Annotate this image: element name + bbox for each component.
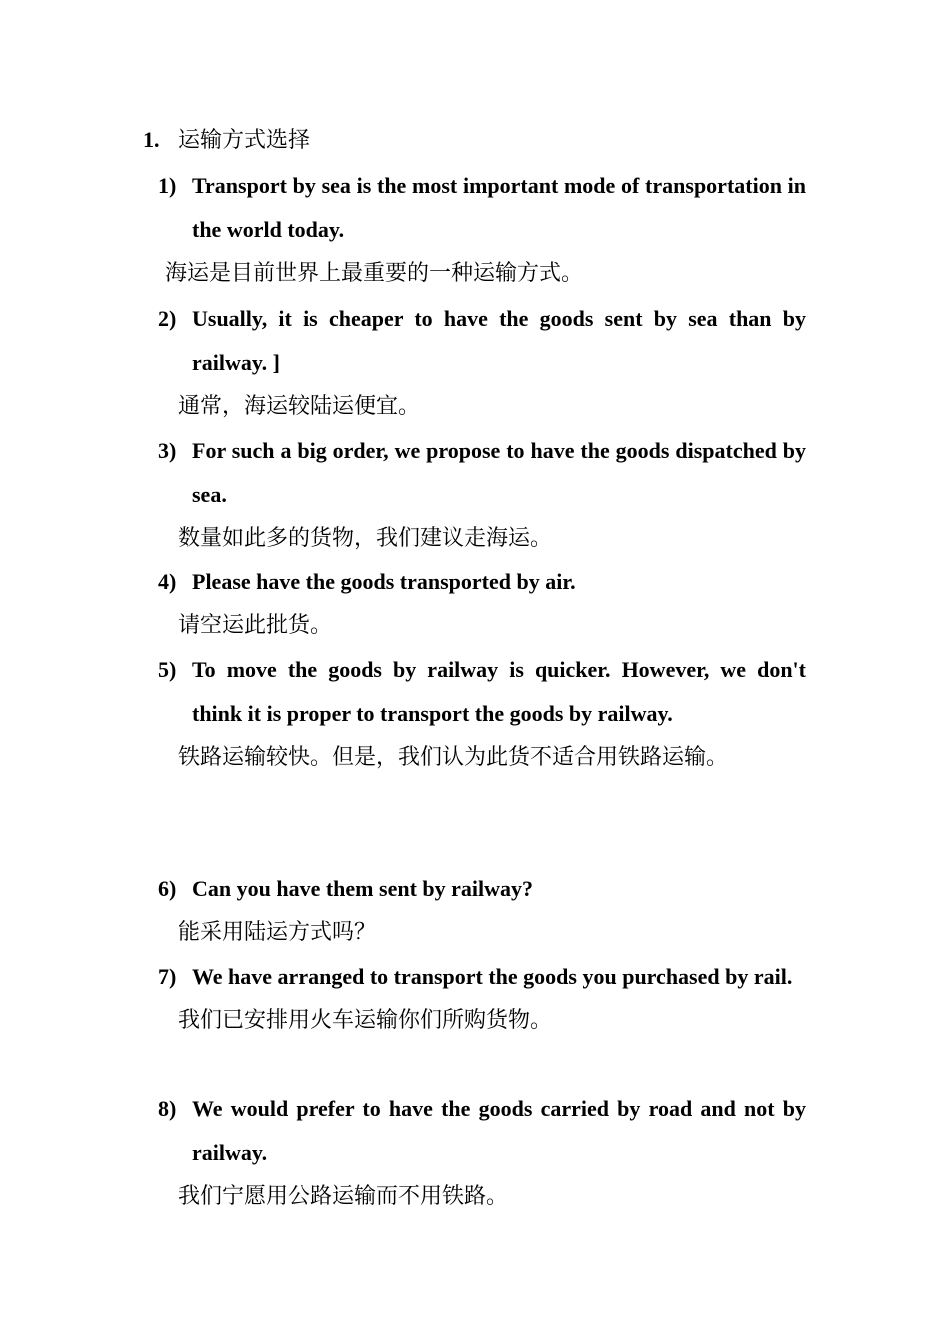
chinese-translation: 通常，海运较陆运便宜。 bbox=[178, 394, 421, 419]
section-number: 1. bbox=[143, 127, 160, 152]
english-text: For such a big order, we propose to have the goods dispatched by sea. bbox=[192, 438, 806, 507]
chinese-translation: 我们已安排用火车运输你们所购货物。 bbox=[178, 1008, 553, 1033]
chinese-translation: 海运是目前世界上最重要的一种运输方式。 bbox=[165, 261, 584, 286]
english-sentence bbox=[158, 648, 806, 736]
item-number: 5) bbox=[158, 657, 177, 682]
item-number: 6) bbox=[158, 876, 177, 901]
list-item bbox=[158, 297, 806, 429]
english-text: Transport by sea is the most important mode of transportation in the world today. bbox=[192, 173, 806, 242]
list-item bbox=[158, 648, 806, 780]
english-sentence bbox=[158, 560, 806, 604]
section-title: 运输方式选择 bbox=[178, 128, 311, 153]
item-number: 1) bbox=[158, 173, 177, 198]
english-sentence bbox=[158, 867, 806, 911]
english-sentence bbox=[158, 1087, 806, 1175]
item-number: 2) bbox=[158, 306, 177, 331]
english-text: We have arranged to transport the goods you purchased by rail. bbox=[192, 964, 793, 989]
english-sentence bbox=[158, 164, 806, 252]
section-heading bbox=[143, 124, 310, 157]
english-text: Can you have them sent by railway? bbox=[192, 876, 534, 901]
chinese-translation: 数量如此多的货物，我们建议走海运。 bbox=[178, 526, 553, 551]
english-sentence bbox=[158, 297, 806, 385]
list-item bbox=[158, 1087, 806, 1219]
list-item bbox=[158, 867, 806, 955]
english-sentence bbox=[158, 955, 806, 999]
item-number: 4) bbox=[158, 569, 177, 594]
list-item bbox=[158, 429, 806, 561]
list-item bbox=[158, 164, 806, 296]
list-item bbox=[158, 560, 806, 648]
chinese-translation: 我们宁愿用公路运输而不用铁路。 bbox=[178, 1184, 509, 1209]
list-item bbox=[158, 955, 806, 1043]
english-text: Please have the goods transported by air. bbox=[192, 569, 576, 594]
english-sentence bbox=[158, 429, 806, 517]
item-number: 3) bbox=[158, 438, 177, 463]
item-number: 8) bbox=[158, 1096, 177, 1121]
chinese-translation: 铁路运输较快。但是，我们认为此货不适合用铁路运输。 bbox=[178, 745, 729, 770]
english-text: To move the goods by railway is quicker. However, we don't think it is proper to transport the goods by railway. bbox=[192, 657, 806, 726]
chinese-translation: 能采用陆运方式吗？ bbox=[178, 920, 377, 945]
english-text: We would prefer to have the goods carried by road and not by railway. bbox=[192, 1096, 806, 1165]
item-number: 7) bbox=[158, 964, 177, 989]
english-text: Usually, it is cheaper to have the goods sent by sea than by railway. ] bbox=[192, 306, 806, 375]
chinese-translation: 请空运此批货。 bbox=[178, 613, 333, 638]
